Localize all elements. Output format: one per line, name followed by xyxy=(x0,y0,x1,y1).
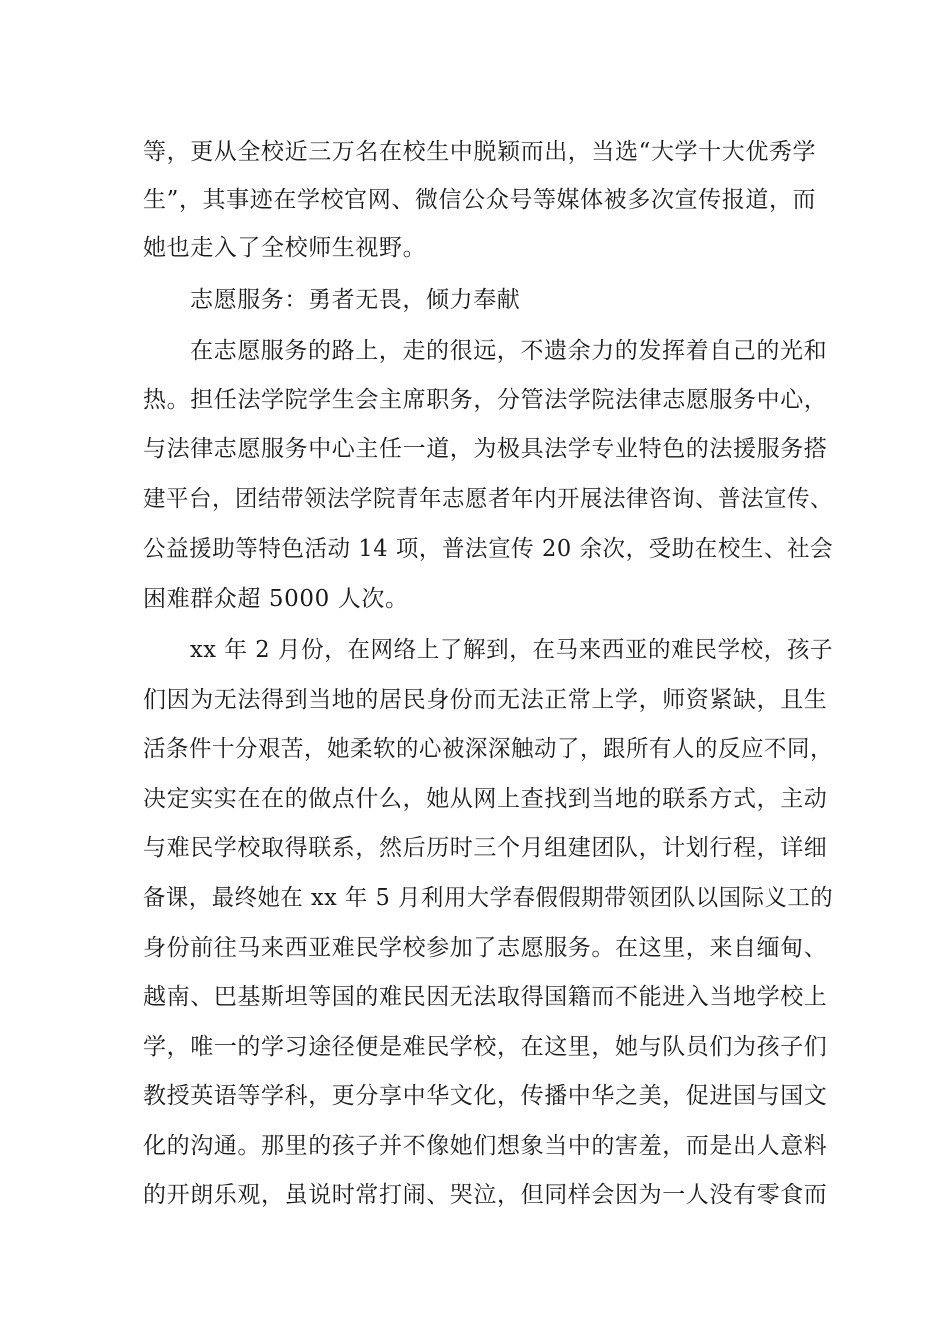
text-line: 等，更从全校近三万名在校生中脱颖而出，当选“大学十大优秀学 xyxy=(143,139,817,165)
text-line: 学，唯一的学习途径便是难民学校，在这里，她与队员们为孩子们 xyxy=(143,1034,828,1060)
text-line: 热。担任法学院学生会主席职务，分管法学院法律志愿服务中心， xyxy=(143,387,828,413)
text-line: 困难群众超 5000 人次。 xyxy=(143,586,409,612)
section-heading: 志愿服务：勇者无畏，倾力奉献 xyxy=(190,287,521,313)
text-line: 与难民学校取得联系，然后历时三个月组建团队，计划行程，详细 xyxy=(143,835,828,861)
text-line: 在志愿服务的路上，走的很远，不遗余力的发挥着自己的光和 xyxy=(190,338,828,364)
text-line: 们因为无法得到当地的居民身份而无法正常上学，师资紧缺，且生 xyxy=(143,687,828,713)
text-line: 她也走入了全校师生视野。 xyxy=(143,235,427,261)
text-line: 越南、巴基斯坦等国的难民因无法取得国籍而不能进入当地学校上 xyxy=(143,984,828,1010)
text-line: 公益援助等特色活动 14 项，普法宣传 20 余次，受助在校生、社会 xyxy=(143,536,834,562)
text-line: 教授英语等学科，更分享中华文化，传播中华之美，促进国与国文 xyxy=(143,1083,828,1109)
text-line: 决定实实在在的做点什么，她从网上查找到当地的联系方式，主动 xyxy=(143,786,828,812)
text-line: 与法律志愿服务中心主任一道，为极具法学专业特色的法援服务搭 xyxy=(143,436,828,462)
text-line: xx 年 2 月份，在网络上了解到，在马来西亚的难民学校，孩子 xyxy=(190,637,834,663)
text-line: 化的沟通。那里的孩子并不像她们想象当中的害羞，而是出人意料 xyxy=(143,1133,828,1159)
text-line: 的开朗乐观，虽说时常打闹、哭泣，但同样会因为一人没有零食而 xyxy=(143,1182,828,1208)
text-line: 生”，其事迹在学校官网、微信公众号等媒体被多次宣传报道，而 xyxy=(143,187,817,213)
text-line: 备课，最终她在 xx 年 5 月利用大学春假假期带领团队以国际义工的 xyxy=(143,885,834,911)
text-line: 建平台，团结带领法学院青年志愿者年内开展法律咨询、普法宣传、 xyxy=(143,486,833,512)
text-line: 活条件十分艰苦，她柔软的心被深深触动了，跟所有人的反应不同， xyxy=(143,736,833,762)
text-line: 身份前往马来西亚难民学校参加了志愿服务。在这里，来自缅甸、 xyxy=(143,935,828,961)
